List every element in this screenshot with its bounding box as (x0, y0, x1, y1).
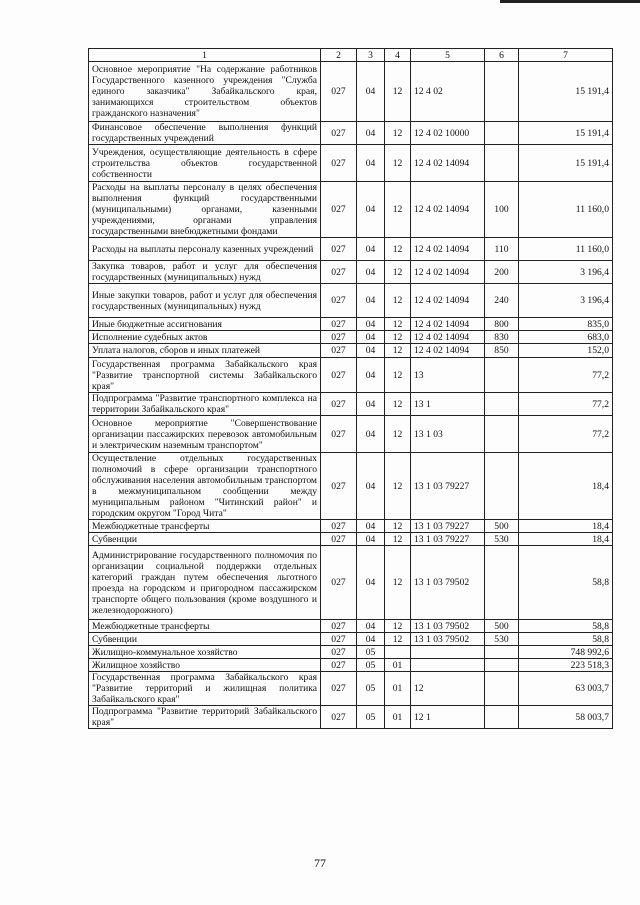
row-name-text: Основное мероприятие "Совершенствование организации пассажирских перевозок автомобильным и электрическим наземным транспортом" (92, 417, 317, 451)
admin-code-cell: 027 (321, 358, 357, 393)
row-name-text: Иные бюджетные ассигнования (92, 318, 222, 330)
section-cell: 04 (357, 620, 385, 633)
target-article-cell: 13 1 03 (411, 416, 485, 453)
section-cell: 04 (357, 416, 385, 453)
header-cell: 1 (89, 49, 321, 62)
section-cell: 04 (357, 145, 385, 182)
admin-code-cell: 027 (321, 646, 357, 659)
row-name-cell (89, 393, 321, 416)
admin-code-cell: 027 (321, 620, 357, 633)
row-name-text: Межбюджетные трансферты (92, 520, 210, 532)
expense-type-cell: 110 (485, 238, 519, 261)
amount-cell: 58,8 (519, 620, 613, 633)
admin-code-cell: 027 (321, 318, 357, 331)
subsection-cell: 01 (385, 706, 411, 729)
admin-code-cell: 027 (321, 533, 357, 546)
subsection-cell: 12 (385, 344, 411, 358)
subsection-cell: 12 (385, 145, 411, 182)
admin-code-cell: 027 (321, 145, 357, 182)
amount-cell: 18,4 (519, 520, 613, 533)
row-name-cell (89, 122, 321, 145)
table-row (89, 261, 613, 284)
table-row (89, 533, 613, 546)
expense-type-cell (485, 659, 519, 672)
row-name-text: Подпрограмма "Развитие территорий Забайкальского края" (92, 706, 317, 728)
table-row (89, 393, 613, 416)
admin-code-cell: 027 (321, 520, 357, 533)
target-article-cell (411, 659, 485, 672)
admin-code-cell: 027 (321, 453, 357, 520)
section-cell: 05 (357, 659, 385, 672)
admin-code-cell: 027 (321, 284, 357, 318)
admin-code-cell: 027 (321, 659, 357, 672)
row-name-cell (89, 416, 321, 453)
section-cell: 04 (357, 358, 385, 393)
amount-cell: 683,0 (519, 331, 613, 344)
target-article-cell: 12 4 02 14094 (411, 284, 485, 318)
section-cell: 04 (357, 546, 385, 620)
section-cell: 04 (357, 344, 385, 358)
target-article-cell: 13 1 03 79227 (411, 453, 485, 520)
expense-type-cell: 830 (485, 331, 519, 344)
admin-code-cell: 027 (321, 62, 357, 122)
row-name-text: Жилищно-коммунальное хозяйство (92, 646, 238, 658)
row-name-cell (89, 284, 321, 318)
table-row (89, 145, 613, 182)
amount-cell: 3 196,4 (519, 261, 613, 284)
expense-type-cell (485, 393, 519, 416)
expense-type-cell (485, 416, 519, 453)
target-article-cell (411, 646, 485, 659)
header-cell: 5 (411, 49, 485, 62)
subsection-cell: 12 (385, 331, 411, 344)
table-row (89, 344, 613, 358)
table-row (89, 331, 613, 344)
expense-type-cell: 800 (485, 318, 519, 331)
subsection-cell: 12 (385, 520, 411, 533)
amount-cell: 11 160,0 (519, 182, 613, 238)
table-row (89, 633, 613, 646)
row-name-text: Закупка товаров, работ и услуг для обеспечения государственных (муниципальных) нужд (92, 261, 317, 283)
admin-code-cell: 027 (321, 261, 357, 284)
target-article-cell: 12 4 02 (411, 62, 485, 122)
admin-code-cell: 027 (321, 633, 357, 646)
row-name-cell (89, 533, 321, 546)
amount-cell: 18,4 (519, 533, 613, 546)
subsection-cell: 12 (385, 62, 411, 122)
subsection-cell: 12 (385, 318, 411, 331)
amount-cell: 223 518,3 (519, 659, 613, 672)
admin-code-cell: 027 (321, 546, 357, 620)
row-name-cell (89, 633, 321, 646)
section-cell: 04 (357, 453, 385, 520)
admin-code-cell: 027 (321, 706, 357, 729)
row-name-text: Государственная программа Забайкальского края "Развитие территорий и жилищная политика Забайкальского края" (92, 672, 317, 705)
row-name-text: Субвенции (92, 633, 137, 645)
expense-type-cell: 200 (485, 261, 519, 284)
table-row (89, 122, 613, 145)
section-cell: 04 (357, 520, 385, 533)
subsection-cell: 01 (385, 672, 411, 706)
expense-type-cell (485, 646, 519, 659)
row-name-cell (89, 238, 321, 261)
row-name-text: Исполнение судебных актов (92, 331, 208, 343)
section-cell: 04 (357, 261, 385, 284)
row-name-text: Подпрограмма "Развитие транспортного комплекса на территории Забайкальского края" (92, 393, 317, 415)
target-article-cell: 13 1 03 79502 (411, 633, 485, 646)
section-cell: 04 (357, 62, 385, 122)
row-name-cell (89, 62, 321, 122)
expense-type-cell: 530 (485, 633, 519, 646)
row-name-cell (89, 318, 321, 331)
row-name-cell (89, 331, 321, 344)
target-article-cell: 12 4 02 14094 (411, 261, 485, 284)
row-name-cell (89, 520, 321, 533)
table-row (89, 416, 613, 453)
amount-cell: 77,2 (519, 416, 613, 453)
expense-type-cell (485, 358, 519, 393)
section-cell: 05 (357, 706, 385, 729)
target-article-cell: 13 1 03 79502 (411, 620, 485, 633)
row-name-text: Расходы на выплаты персоналу в целях обеспечения выполнения функций государственными (муниципальными) органами, казенными учреждениями, органами управления государственными внебюджетными фондами (92, 182, 317, 237)
table-row (89, 62, 613, 122)
amount-cell: 152,0 (519, 344, 613, 358)
row-name-cell (89, 344, 321, 358)
row-name-text: Учреждения, осуществляющие деятельность в сфере строительства объектов государственной собственности (92, 146, 317, 180)
row-name-cell (89, 659, 321, 672)
row-name-cell (89, 646, 321, 659)
table-row (89, 620, 613, 633)
row-name-text: Администрирование государственного полномочия по организации социальной поддержки отдельных категорий граждан путем обеспечения льготного проезда на городском и пригородном пассажирском транспорте общего пользования (кроме воздушного и железнодорожного) (92, 549, 317, 616)
table-row (89, 284, 613, 318)
subsection-cell: 12 (385, 122, 411, 145)
subsection-cell: 12 (385, 238, 411, 261)
target-article-cell: 12 4 02 14094 (411, 331, 485, 344)
subsection-cell: 12 (385, 182, 411, 238)
expense-type-cell (485, 145, 519, 182)
subsection-cell: 12 (385, 633, 411, 646)
section-cell: 04 (357, 633, 385, 646)
amount-cell: 58 003,7 (519, 706, 613, 729)
row-name-text: Осуществление отдельных государственных полномочий в сфере организации транспортного обслуживания населения автомобильным транспортом в межмуниципальном сообщении между муниципальным районом "Читинский район" и городским округом "Город Чита" (92, 453, 317, 519)
amount-cell: 18,4 (519, 453, 613, 520)
expense-type-cell (485, 706, 519, 729)
target-article-cell: 12 (411, 672, 485, 706)
table-row (89, 520, 613, 533)
header-cell: 2 (321, 49, 357, 62)
subsection-cell: 12 (385, 416, 411, 453)
row-name-text: Расходы на выплаты персоналу казенных учреждений (92, 243, 314, 255)
target-article-cell: 12 4 02 10000 (411, 122, 485, 145)
expense-type-cell (485, 62, 519, 122)
amount-cell: 77,2 (519, 393, 613, 416)
expense-type-cell (485, 546, 519, 620)
scan-top-edge (0, 0, 640, 6)
table-row (89, 182, 613, 238)
row-name-text: Основное мероприятие "На содержание работников Государственного казенного учреждения "Служба единого заказчика" Забайкальского края, занимающихся строительством объектов гражданского назначения" (92, 64, 317, 119)
amount-cell: 11 160,0 (519, 238, 613, 261)
target-article-cell: 12 1 (411, 706, 485, 729)
table-row (89, 453, 613, 520)
target-article-cell: 12 4 02 14094 (411, 182, 485, 238)
header-cell: 3 (357, 49, 385, 62)
row-name-cell (89, 182, 321, 238)
row-name-cell (89, 672, 321, 706)
amount-cell: 835,0 (519, 318, 613, 331)
amount-cell: 15 191,4 (519, 145, 613, 182)
section-cell: 04 (357, 122, 385, 145)
table-row (89, 672, 613, 706)
target-article-cell: 12 4 02 14094 (411, 318, 485, 331)
admin-code-cell: 027 (321, 672, 357, 706)
table-row (89, 706, 613, 729)
expense-type-cell (485, 122, 519, 145)
row-name-text: Субвенции (92, 533, 137, 545)
table-row (89, 238, 613, 261)
amount-cell: 3 196,4 (519, 284, 613, 318)
admin-code-cell: 027 (321, 122, 357, 145)
amount-cell: 77,2 (519, 358, 613, 393)
amount-cell: 58,8 (519, 633, 613, 646)
row-name-text: Иные закупки товаров, работ и услуг для обеспечения государственных (муниципальных) нужд (92, 289, 317, 312)
subsection-cell (385, 646, 411, 659)
row-name-text: Жилищное хозяйство (92, 659, 181, 671)
target-article-cell: 13 1 (411, 393, 485, 416)
subsection-cell: 12 (385, 393, 411, 416)
row-name-text: Государственная программа Забайкальского края "Развитие транспортной системы Забайкальского края" (92, 358, 317, 392)
expense-type-cell (485, 453, 519, 520)
amount-cell: 15 191,4 (519, 62, 613, 122)
target-article-cell: 13 1 03 79227 (411, 520, 485, 533)
table-row (89, 646, 613, 659)
amount-cell: 15 191,4 (519, 122, 613, 145)
row-name-cell (89, 620, 321, 633)
subsection-cell: 12 (385, 620, 411, 633)
table-row (89, 546, 613, 620)
expense-type-cell: 850 (485, 344, 519, 358)
subsection-cell: 12 (385, 358, 411, 393)
amount-cell: 58,8 (519, 546, 613, 620)
expense-type-cell: 500 (485, 620, 519, 633)
table-row (89, 659, 613, 672)
subsection-cell: 12 (385, 533, 411, 546)
subsection-cell: 12 (385, 261, 411, 284)
expense-type-cell: 500 (485, 520, 519, 533)
section-cell: 04 (357, 533, 385, 546)
admin-code-cell: 027 (321, 393, 357, 416)
row-name-cell (89, 706, 321, 729)
admin-code-cell: 027 (321, 182, 357, 238)
expense-type-cell (485, 672, 519, 706)
header-row (89, 49, 613, 62)
subsection-cell: 12 (385, 284, 411, 318)
admin-code-cell: 027 (321, 416, 357, 453)
row-name-cell (89, 358, 321, 393)
header-cell: 4 (385, 49, 411, 62)
subsection-cell: 01 (385, 659, 411, 672)
section-cell: 04 (357, 318, 385, 331)
expense-type-cell: 530 (485, 533, 519, 546)
subsection-cell: 12 (385, 546, 411, 620)
subsection-cell: 12 (385, 453, 411, 520)
table-row (89, 318, 613, 331)
header-cell: 7 (519, 49, 613, 62)
target-article-cell: 13 (411, 358, 485, 393)
amount-cell: 63 003,7 (519, 672, 613, 706)
amount-cell: 748 992,6 (519, 646, 613, 659)
section-cell: 04 (357, 284, 385, 318)
target-article-cell: 13 1 03 79502 (411, 546, 485, 620)
section-cell: 04 (357, 238, 385, 261)
target-article-cell: 12 4 02 14094 (411, 238, 485, 261)
table-row (89, 358, 613, 393)
admin-code-cell: 027 (321, 344, 357, 358)
budget-table (88, 48, 613, 729)
section-cell: 05 (357, 672, 385, 706)
admin-code-cell: 027 (321, 331, 357, 344)
section-cell: 04 (357, 331, 385, 344)
row-name-cell (89, 261, 321, 284)
header-cell: 6 (485, 49, 519, 62)
section-cell: 04 (357, 393, 385, 416)
expense-type-cell: 240 (485, 284, 519, 318)
row-name-text: Финансовое обеспечение выполнения функций государственных учреждений (92, 122, 317, 144)
row-name-cell (89, 546, 321, 620)
row-name-cell (89, 453, 321, 520)
row-name-text: Уплата налогов, сборов и иных платежей (92, 345, 261, 356)
target-article-cell: 12 4 02 14094 (411, 145, 485, 182)
row-name-text: Межбюджетные трансферты (92, 620, 210, 632)
section-cell: 04 (357, 182, 385, 238)
admin-code-cell: 027 (321, 238, 357, 261)
expense-type-cell: 100 (485, 182, 519, 238)
target-article-cell: 12 4 02 14094 (411, 344, 485, 358)
target-article-cell: 13 1 03 79227 (411, 533, 485, 546)
section-cell: 05 (357, 646, 385, 659)
row-name-cell (89, 145, 321, 182)
page-number: 77 (314, 856, 326, 870)
